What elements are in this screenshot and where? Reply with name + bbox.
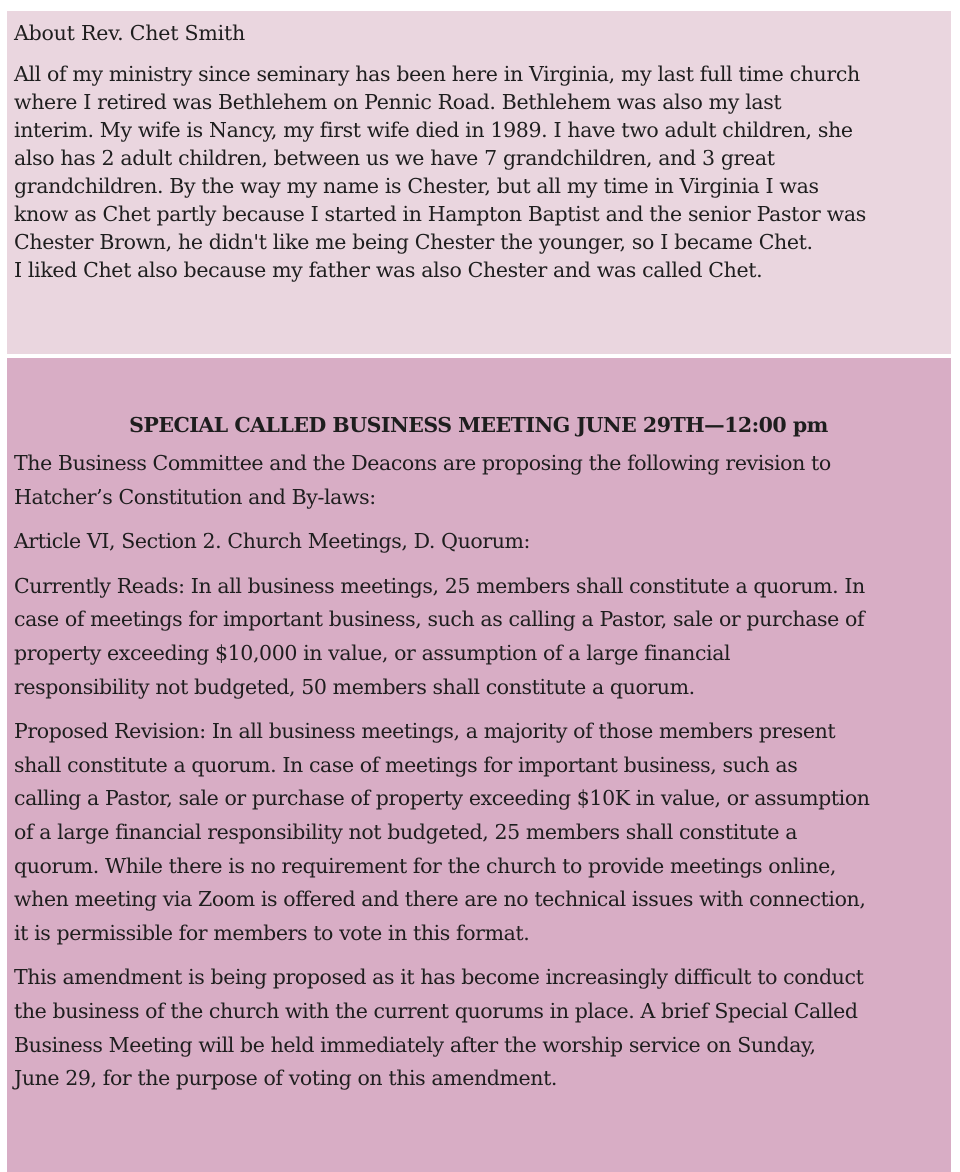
about-body-text bbox=[14, 60, 943, 284]
amendment-line: the business of the church with the current quorums in place. A brief Special Called bbox=[14, 998, 858, 1023]
about-line: All of my ministry since seminary has been here in Virginia, my last full time church bbox=[14, 62, 860, 86]
business-meeting-panel bbox=[7, 358, 951, 1172]
proposed-line: calling a Pastor, sale or purchase of property exceeding $10K in value, or assumption bbox=[14, 786, 870, 811]
about-heading: About Rev. Chet Smith bbox=[14, 21, 246, 45]
about-line: interim. My wife is Nancy, my first wife died in 1989. I have two adult children, she bbox=[14, 118, 853, 142]
current-line: responsibility not budgeted, 50 members shall constitute a quorum. bbox=[14, 674, 695, 699]
amendment-line: Business Meeting will be held immediately after the worship service on Sunday, bbox=[14, 1032, 816, 1057]
proposed-line: of a large financial responsibility not budgeted, 25 members shall constitute a bbox=[14, 819, 798, 844]
amendment-paragraph bbox=[14, 961, 943, 1095]
about-line: Chester Brown, he didn't like me being Chester the younger, so I became Chet. bbox=[14, 230, 813, 254]
proposed-line: Proposed Revision: In all business meetings, a majority of those members present bbox=[14, 719, 836, 744]
about-line: know as Chet partly because I started in Hampton Baptist and the senior Pastor was bbox=[14, 202, 866, 226]
current-line: case of meetings for important business, such as calling a Pastor, sale or purchase of bbox=[14, 607, 865, 632]
intro-line: Hatcher’s Constitution and By-laws: bbox=[14, 484, 376, 509]
intro-line: The Business Committee and the Deacons are proposing the following revision to bbox=[14, 451, 831, 475]
article-reference bbox=[14, 525, 943, 559]
proposed-line: when meeting via Zoom is offered and there are no technical issues with connection, bbox=[14, 887, 866, 912]
proposed-line: quorum. While there is no requirement for the church to provide meetings online, bbox=[14, 853, 836, 878]
current-line: Currently Reads: In all business meetings, 25 members shall constitute a quorum. In bbox=[14, 573, 865, 598]
current-line: property exceeding $10,000 in value, or assumption of a large financial bbox=[14, 640, 731, 665]
article-line: Article VI, Section 2. Church Meetings, D. Quorum: bbox=[14, 529, 531, 554]
about-pastor-panel bbox=[7, 11, 951, 354]
proposed-line: shall constitute a quorum. In case of meetings for important business, such as bbox=[14, 752, 798, 777]
proposed-line: it is permissible for members to vote in this format. bbox=[14, 920, 530, 945]
proposed-revision-paragraph bbox=[14, 715, 943, 950]
amendment-line: June 29, for the purpose of voting on this amendment. bbox=[14, 1066, 558, 1091]
about-line: also has 2 adult children, between us we have 7 grandchildren, and 3 great bbox=[14, 146, 775, 170]
about-line: grandchildren. By the way my name is Chester, but all my time in Virginia I was bbox=[14, 174, 819, 198]
meeting-intro-paragraph bbox=[14, 447, 943, 514]
meeting-title: SPECIAL CALLED BUSINESS MEETING JUNE 29TH—12:00 pm bbox=[129, 413, 828, 437]
currently-reads-paragraph bbox=[14, 570, 943, 704]
about-line: I liked Chet also because my father was also Chester and was called Chet. bbox=[14, 258, 763, 282]
about-line: where I retired was Bethlehem on Pennic Road. Bethlehem was also my last bbox=[14, 90, 782, 114]
amendment-line: This amendment is being proposed as it has become increasingly difficult to conduct bbox=[14, 965, 864, 990]
